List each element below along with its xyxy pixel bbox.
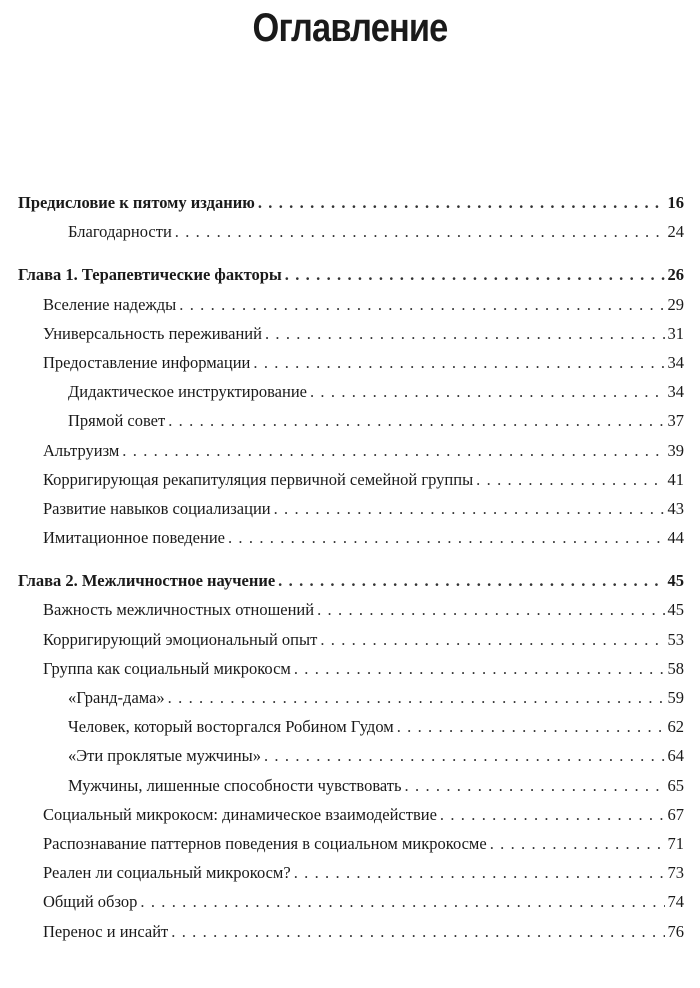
toc-entry-title: Мужчины, лишенные способности чувствовать	[68, 775, 402, 795]
toc-page-number: 31	[667, 323, 684, 343]
dot-leader	[228, 523, 665, 552]
dot-leader	[294, 654, 665, 683]
toc-entry-title: Реален ли социальный микрокосм?	[43, 863, 291, 883]
dot-leader	[253, 348, 664, 377]
dot-leader	[294, 858, 665, 887]
toc-entry[interactable]	[18, 654, 684, 683]
toc-entry[interactable]	[18, 887, 684, 916]
toc-entry-title: Важность межличностных отношений	[43, 600, 315, 620]
toc-page-number: 44	[667, 528, 684, 548]
toc-entry-title: Распознавание паттернов поведения в социальном микрокосме	[43, 833, 487, 853]
toc-page-number: 39	[667, 440, 684, 460]
toc-entry[interactable]	[18, 800, 684, 829]
toc-entry-title: Имитационное поведение	[43, 528, 225, 548]
toc-entry[interactable]	[18, 436, 684, 465]
toc-page-number: 59	[667, 688, 684, 707]
toc-page-number: 34	[667, 382, 684, 402]
toc-entry[interactable]	[18, 523, 684, 552]
dot-leader	[320, 625, 664, 654]
dot-leader	[168, 683, 665, 712]
toc-page-number: 62	[667, 717, 684, 737]
toc-page-number: 43	[667, 498, 684, 518]
dot-leader	[265, 319, 665, 348]
toc-page-number: 45	[667, 600, 684, 620]
toc-page-number: 37	[667, 411, 684, 431]
dot-leader	[179, 290, 664, 319]
toc-entry[interactable]	[18, 406, 684, 435]
dot-leader	[258, 188, 665, 217]
toc-entry[interactable]	[18, 348, 684, 377]
toc-entry-title: Развитие навыков социализации	[43, 498, 271, 518]
toc-entry-title: Вселение надежды	[43, 294, 177, 314]
toc-chapter-entry[interactable]	[18, 566, 684, 595]
dot-leader	[310, 377, 665, 406]
dot-leader	[175, 217, 665, 246]
toc-entry[interactable]	[18, 771, 684, 800]
toc-page-number: 45	[667, 571, 684, 591]
toc-page-number: 58	[667, 658, 684, 678]
toc-page-number: 41	[667, 469, 684, 489]
toc-entry-title: Прямой совет	[68, 411, 166, 431]
toc-entry[interactable]	[18, 829, 684, 858]
toc-page-number: 71	[667, 833, 684, 853]
toc-entry-title: Дидактическое инструктирование	[68, 382, 307, 402]
toc-entry[interactable]	[18, 319, 684, 348]
toc-entry-title: Глава 1. Терапевтические факторы	[18, 265, 282, 285]
toc-page-number: 24	[667, 222, 684, 242]
toc-page-number: 26	[667, 265, 684, 285]
toc-entry-title: Предоставление информации	[43, 352, 251, 372]
dot-leader	[122, 436, 664, 465]
toc-entry-title: «Гранд-дама»	[68, 688, 165, 707]
dot-leader	[490, 829, 665, 858]
dot-leader	[440, 800, 665, 829]
toc-page-number: 34	[667, 352, 684, 372]
table-of-contents	[18, 188, 684, 946]
toc-page-number: 29	[667, 294, 684, 314]
toc-page-number: 16	[667, 193, 684, 212]
toc-entry-title: Корригирующая рекапитуляция первичной семейной группы	[43, 469, 474, 489]
dot-leader	[285, 260, 665, 289]
toc-page-number: 74	[667, 892, 684, 912]
toc-entry-title: Предисловие к пятому изданию	[18, 193, 255, 212]
dot-leader	[476, 465, 664, 494]
toc-entry[interactable]	[18, 712, 684, 741]
toc-entry-title: Глава 2. Межличностное научение	[18, 571, 276, 591]
toc-entry-title: Социальный микрокосм: динамическое взаимодействие	[43, 804, 437, 824]
toc-entry-title: Универсальность переживаний	[43, 323, 262, 343]
toc-page-number: 64	[667, 746, 684, 766]
toc-entry[interactable]	[18, 858, 684, 887]
toc-entry[interactable]	[18, 494, 684, 523]
dot-leader	[274, 494, 665, 523]
toc-entry[interactable]	[18, 741, 684, 770]
dot-leader	[168, 406, 664, 435]
toc-page-number: 65	[667, 775, 684, 795]
toc-entry[interactable]	[18, 917, 684, 946]
toc-entry[interactable]	[18, 625, 684, 654]
toc-page-number: 53	[667, 629, 684, 649]
toc-page-number: 76	[667, 921, 684, 941]
dot-leader	[405, 771, 665, 800]
toc-entry-title: Общий обзор	[43, 892, 138, 912]
toc-entry-title: Корригирующий эмоциональный опыт	[43, 629, 318, 649]
dot-leader	[140, 887, 664, 916]
dot-leader	[264, 741, 665, 770]
dot-leader	[171, 917, 664, 946]
toc-entry-title: Перенос и инсайт	[43, 921, 169, 941]
toc-entry[interactable]	[18, 290, 684, 319]
toc-entry[interactable]	[18, 683, 684, 712]
dot-leader	[397, 712, 665, 741]
toc-entry[interactable]	[18, 465, 684, 494]
dot-leader	[278, 566, 664, 595]
toc-entry-title: Благодарности	[68, 222, 172, 242]
toc-entry[interactable]	[18, 595, 684, 624]
toc-chapter-entry[interactable]	[18, 260, 684, 289]
toc-entry-title: Группа как социальный микрокосм	[43, 658, 291, 678]
toc-entry[interactable]	[18, 377, 684, 406]
page-title: Оглавление	[252, 6, 448, 50]
toc-chapter-entry[interactable]	[18, 188, 684, 217]
toc-entry-title: «Эти проклятые мужчины»	[68, 746, 261, 766]
toc-entry-title: Альтруизм	[43, 440, 120, 460]
dot-leader	[317, 595, 664, 624]
toc-page-number: 67	[667, 804, 684, 824]
toc-entry[interactable]	[18, 217, 684, 246]
toc-page-number: 73	[667, 863, 684, 883]
toc-entry-title: Человек, который восторгался Робином Гудом	[68, 717, 394, 737]
